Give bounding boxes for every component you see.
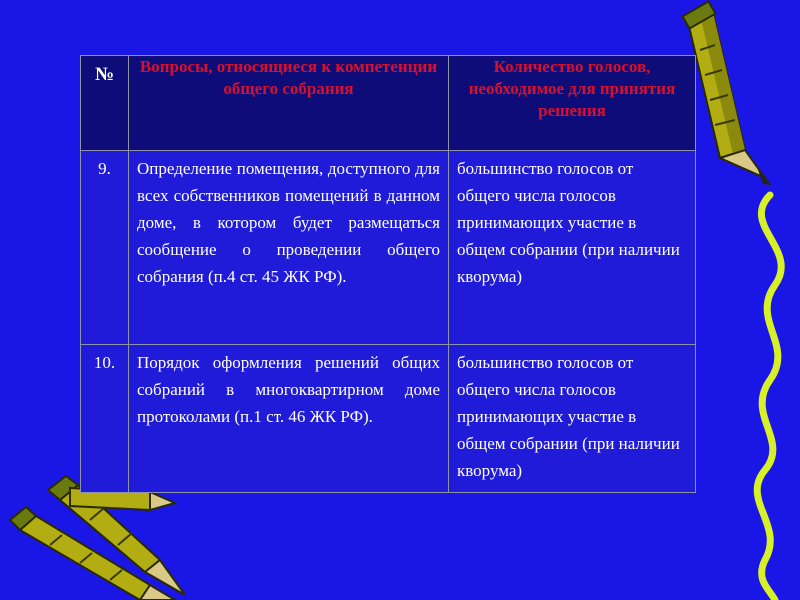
row-question: Определение помещения, доступного для всех собственников помещений в данном доме, в котором будет размещаться сообщение о проведении общего собрания (п.4 ст. 45 ЖК РФ). bbox=[129, 151, 449, 345]
row-votes: большинство голосов от общего числа голосов принимающих участие в общем собрании (при наличии кворума) bbox=[449, 345, 696, 493]
row-votes: большинство голосов от общего числа голосов принимающих участие в общем собрании (при наличии кворума) bbox=[449, 151, 696, 345]
table-header-row bbox=[81, 56, 696, 151]
table-row bbox=[81, 345, 696, 493]
questions-table bbox=[80, 55, 696, 493]
pencil-icon bbox=[10, 507, 175, 600]
row-number: 9. bbox=[81, 151, 129, 345]
ribbon-icon bbox=[757, 195, 781, 600]
row-question: Порядок оформления решений общих собраний в многоквартирном доме протоколами (п.1 ст. 46 ЖК РФ). bbox=[129, 345, 449, 493]
header-questions: Вопросы, относящиеся к компетенции общего собрания bbox=[129, 56, 449, 151]
table-row bbox=[81, 151, 696, 345]
header-votes: Количество голосов, необходимое для принятия решения bbox=[449, 56, 696, 151]
row-number: 10. bbox=[81, 345, 129, 493]
header-number: № bbox=[81, 56, 129, 151]
pencil-icon bbox=[48, 476, 185, 595]
